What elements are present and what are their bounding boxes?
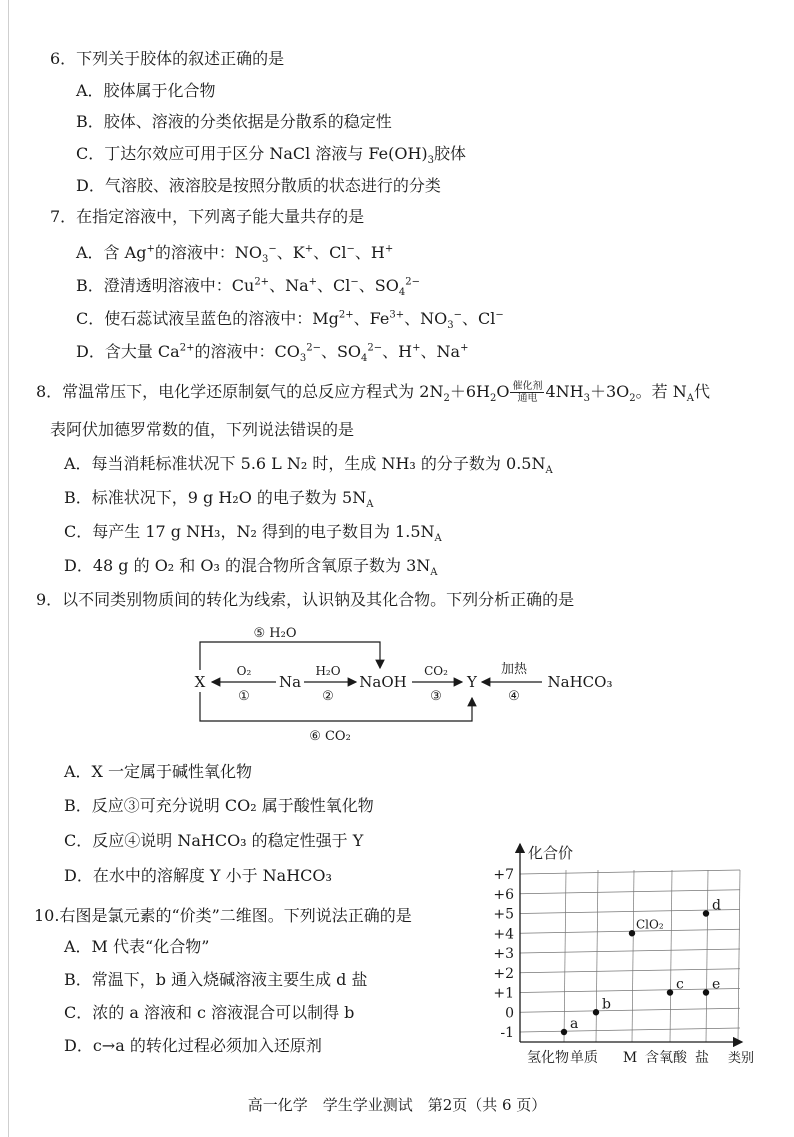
data-point-clo (629, 930, 635, 936)
label-reaction-5: ⑤ H₂O (253, 626, 297, 641)
grid-hline (520, 1008, 740, 1012)
y-tick-label: +7 (493, 867, 514, 883)
point-label: e (712, 976, 721, 993)
point-label: ClO₂ (636, 917, 664, 932)
y-tick-label: -1 (500, 1025, 514, 1041)
node-na: Na (278, 673, 302, 691)
grid-vline (706, 870, 708, 1042)
q6-stem: 6．下列关于胶体的叙述正确的是 (50, 49, 285, 68)
label-heat: 加热 (500, 662, 528, 677)
data-point-a (561, 1029, 567, 1035)
label-reaction-6: ⑥ CO₂ (309, 729, 351, 744)
q7-option-b: B．澄清透明溶液中：$Cu^{2+}$、Na+、Cl−、$SO_4^{2-}$ (76, 276, 420, 299)
x-tick-label: 盐 (695, 1050, 709, 1066)
reaction-condition: $\frac{\text{催化剂}}{\text{通电}}$ (512, 381, 543, 404)
y-tick-label: +4 (493, 926, 514, 943)
label-reaction-3: ③ (430, 689, 442, 704)
grid-hline (520, 1028, 740, 1032)
y-tick-label: +2 (493, 965, 514, 982)
q9-option-c: C．反应④说明 NaHCO₃ 的稳定性强于 Y (64, 831, 364, 850)
label-co2: CO₂ (424, 664, 448, 678)
x-axis-title: 类别 (728, 1051, 755, 1066)
label-reaction-4: ④ (508, 689, 520, 704)
label-reaction-2: ② (322, 689, 334, 704)
y-tick-label: +3 (493, 946, 514, 962)
node-x: X (194, 673, 206, 691)
sodium-conversion-diagram (180, 620, 650, 750)
label-reaction-1: ① (238, 689, 250, 704)
page-footer: 高一化学 学生学业测试 第2页（共 6 页） (247, 1096, 547, 1114)
y-tick-label: 0 (505, 1005, 514, 1022)
q10-option-b: B．常温下，b 通入烧碱溶液主要生成 d 盐 (64, 970, 368, 989)
point-label: b (602, 996, 611, 1013)
y-tick-label: +5 (493, 906, 514, 923)
q8-option-d: D．48 g 的 O₂ 和 O₃ 的混合物所含氧原子数为 $3N_A$ (64, 556, 438, 579)
q8-stem-line1: 8．常温常压下，电化学还原制氨气的总反应方程式为 $2N_2+6H_2O$ $\frac{\text{催化剂}}{\text{通电}}$ $4NH_3+3O_2$。若 $N_A$代 (36, 381, 711, 405)
grid-vline (632, 870, 634, 1042)
q7-option-c: C．使石蕊试液呈蓝色的溶液中：$Mg^{2+}$、$Fe^{3+}$、$NO_3^-$、Cl− (76, 309, 504, 332)
chlorine-valence-chart (480, 838, 780, 1078)
q6-option-d: D．气溶胶、液溶胶是按照分散质的状态进行的分类 (76, 176, 441, 195)
data-point-d (703, 910, 709, 916)
grid-vline (596, 870, 598, 1042)
x-tick-label: 氢化物 (527, 1050, 569, 1066)
node-nahco3: NaHCO₃ (547, 673, 613, 691)
label-o2: O₂ (236, 664, 252, 678)
q10-option-a: A．M 代表“化合物” (64, 937, 210, 956)
node-naoh: NaOH (359, 673, 407, 691)
q7-stem: 7．在指定溶液中，下列离子能大量共存的是 (50, 207, 365, 226)
y-tick-label: +1 (493, 985, 514, 1002)
grid-vline (564, 870, 566, 1042)
q6-option-c: C．丁达尔效应可用于区分 NaCl 溶液与 $Fe(OH)_3$胶体 (76, 144, 467, 167)
q9-option-d: D．在水中的溶解度 Y 小于 NaHCO₃ (64, 866, 332, 885)
grid-hline (520, 870, 740, 874)
q6-option-b: B．胶体、溶液的分类依据是分散系的稳定性 (76, 112, 392, 131)
page-edge-rule (8, 0, 9, 1137)
q10-stem: 10.右图是氯元素的“价类”二维图。下列说法正确的是 (34, 906, 412, 925)
data-point-b (593, 1009, 599, 1015)
y-tick-label: +6 (493, 886, 514, 903)
arrow-reaction-5 (200, 642, 380, 670)
x-tick-label: 含氧酸 (645, 1050, 687, 1066)
q8-stem-line2: 表阿伏加德罗常数的值，下列说法错误的是 (50, 420, 355, 439)
q9-option-a: A．X 一定属于碱性氧化物 (64, 762, 253, 781)
q7-option-d: D．含大量 $Ca^{2+}$的溶液中：$CO_3^{2-}$、$SO_4^{2-}$、H+、Na+ (76, 342, 469, 365)
q9-stem: 9．以不同类别物质间的转化为线索，认识钠及其化合物。下列分析正确的是 (36, 590, 575, 609)
q9-option-b: B．反应③可充分说明 CO₂ 属于酸性氧化物 (64, 796, 374, 815)
x-tick-label: 单质 (570, 1050, 598, 1066)
q8-option-a: A．每当消耗标准状况下 5.6 L N₂ 时，生成 NH₃ 的分子数为 $0.5N_A$ (64, 454, 553, 477)
q8-option-b: B．标准状况下，9 g H₂O 的电子数为 $5N_A$ (64, 488, 374, 511)
point-label: d (712, 897, 721, 914)
label-h2o: H₂O (315, 664, 341, 678)
grid-vline (738, 870, 740, 1042)
chart-grid (520, 870, 740, 1042)
data-point-e (703, 989, 709, 995)
q7-option-a: A．含 Ag+的溶液中：$NO_3^-$、K+、Cl−、H+ (76, 243, 394, 266)
node-y: Y (467, 673, 477, 691)
data-point-c (667, 989, 673, 995)
x-tick-label: M (622, 1050, 638, 1066)
q10-option-c: C．浓的 a 溶液和 c 溶液混合可以制得 b (64, 1003, 355, 1022)
q6-option-a: A．胶体属于化合物 (76, 81, 216, 100)
y-axis-title: 化合价 (528, 844, 574, 862)
point-label: a (570, 1016, 579, 1032)
q10-option-d: D．c→a 的转化过程必须加入还原剂 (64, 1036, 322, 1055)
q8-option-c: C．每产生 17 g NH₃，N₂ 得到的电子数目为 $1.5N_A$ (64, 522, 442, 545)
grid-hline (520, 890, 740, 894)
point-label: c (676, 976, 684, 993)
grid-vline (670, 870, 672, 1042)
